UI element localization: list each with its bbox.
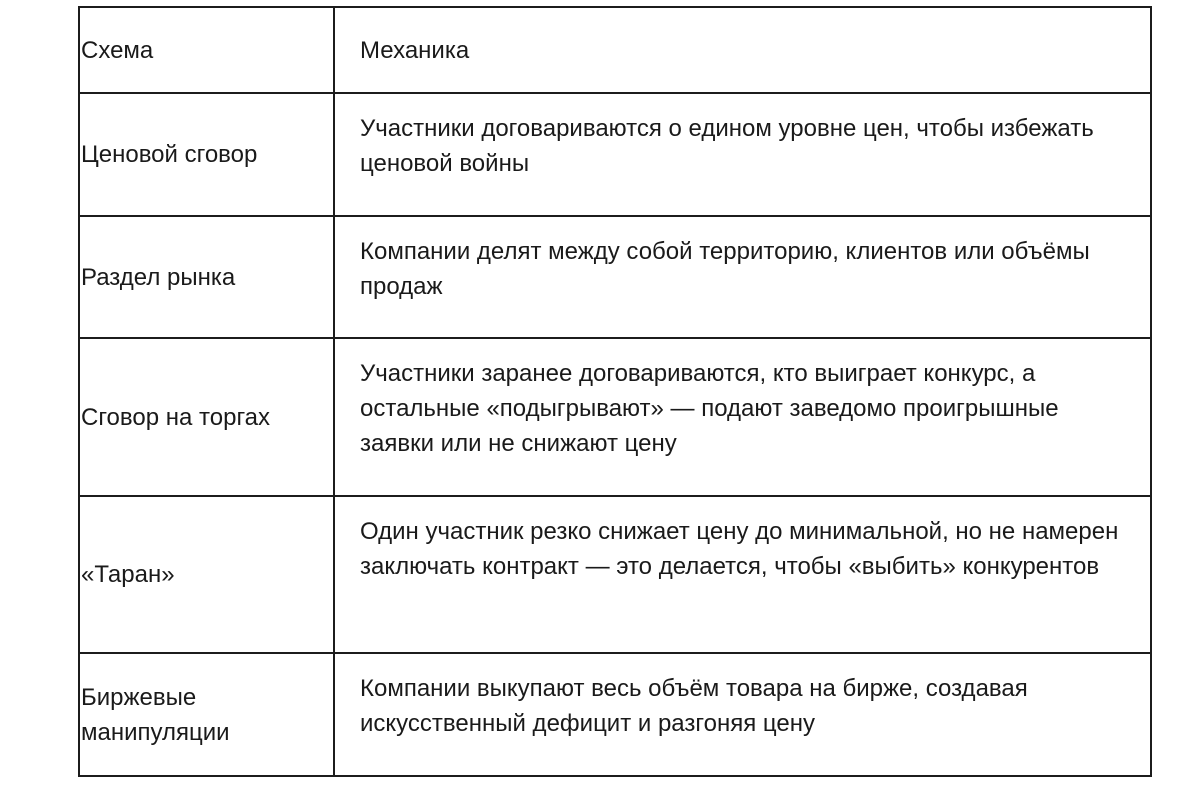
scheme-name: Ценовой сговор	[81, 141, 258, 168]
scheme-cell	[79, 216, 334, 338]
schemes-table	[78, 6, 1152, 777]
header-mechanics-cell	[334, 7, 1151, 93]
table-row	[79, 93, 1151, 216]
header-mechanics-label: Механика	[360, 36, 470, 64]
mechanics-text: Участники заранее договариваются, кто выиграет конкурс, а остальные «подыгрывают» — подают заведомо проигрышные заявки или не снижают цену	[360, 360, 1059, 457]
mechanics-cell	[334, 93, 1151, 216]
mechanics-text: Компании делят между собой территорию, клиентов или объёмы продаж	[360, 238, 1090, 300]
scheme-name: Биржевые манипуляции	[81, 683, 230, 746]
mechanics-cell	[334, 653, 1151, 776]
table-row	[79, 653, 1151, 776]
scheme-cell	[79, 338, 334, 496]
mechanics-cell	[334, 496, 1151, 653]
table-row	[79, 216, 1151, 338]
mechanics-cell	[334, 216, 1151, 338]
mechanics-text: Один участник резко снижает цену до минимальной, но не намерен заключать контракт — это делается, чтобы «выбить» конкурентов	[360, 518, 1119, 580]
mechanics-text: Компании выкупают весь объём товара на бирже, создавая искусственный дефицит и разгоняя цену	[360, 675, 1028, 737]
scheme-name: Раздел рынка	[81, 263, 236, 291]
scheme-cell	[79, 93, 334, 216]
header-scheme-cell	[79, 7, 334, 93]
table-row	[79, 496, 1151, 653]
scheme-cell	[79, 653, 334, 776]
mechanics-text: Участники договариваются о едином уровне цен, чтобы избежать ценовой войны	[360, 115, 1094, 177]
table-header-row	[79, 7, 1151, 93]
scheme-cell	[79, 496, 334, 653]
mechanics-cell	[334, 338, 1151, 496]
header-scheme-label: Схема	[81, 36, 154, 64]
scheme-name: Сговор на торгах	[81, 403, 271, 431]
scheme-name: «Таран»	[81, 561, 175, 588]
table-row	[79, 338, 1151, 496]
